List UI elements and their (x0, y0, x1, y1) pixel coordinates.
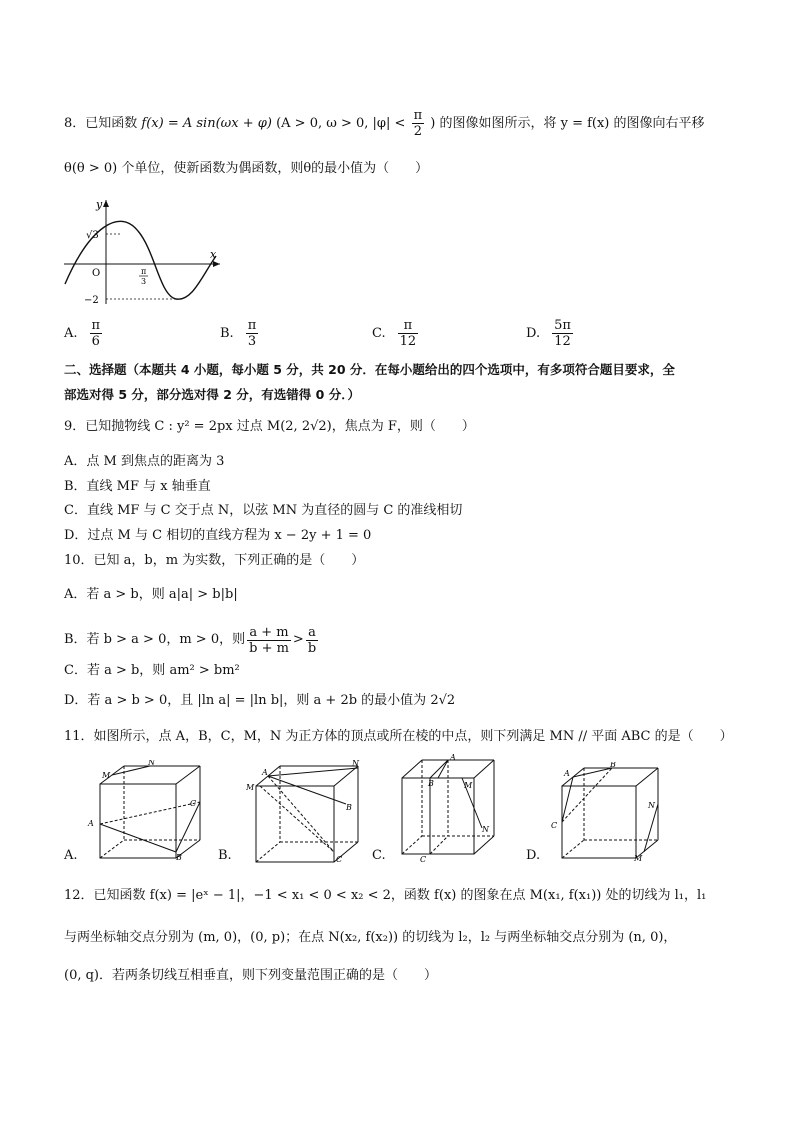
frac-den: b + m (249, 640, 289, 656)
frac-num: a (306, 625, 318, 641)
pt-label: N (148, 760, 155, 767)
frac-num: 5π (554, 318, 571, 333)
option-fraction (246, 318, 259, 349)
pt-label: M (464, 781, 473, 790)
option-letter: C. (372, 326, 386, 341)
frac-num: π (91, 318, 101, 333)
option-fraction (398, 318, 419, 349)
frac-den: b (307, 640, 317, 656)
section2-header-line2: 部选对得 5 分，部分选对得 2 分，有选错得 0 分．） (64, 387, 360, 402)
q9-option-a[interactable]: A．点 M 到焦点的距离为 3 (64, 454, 225, 469)
x-tick-den: 3 (141, 277, 147, 286)
q11-stem: 11．如图所示，点 A，B，C，M，N 为正方体的顶点或所在棱的中点，则下列满足 MN // 平面 ABC 的是（ ） (64, 729, 733, 744)
y-axis-label: y (96, 198, 103, 211)
pt-label: B (610, 762, 616, 769)
q10-b-fraction-2 (306, 625, 318, 656)
q10-b-fraction-1 (247, 625, 291, 656)
q12-stem-line2: 与两坐标轴交点分别为 (m, 0)，(0, p)；在点 N(x₂, f(x₂)) 的切线为 l₂，l₂ 与两坐标轴交点分别为 (n, 0)， (64, 930, 677, 945)
q8-sine-graph (60, 196, 230, 308)
pt-label: M (634, 854, 643, 862)
pt-label: N (352, 759, 359, 768)
pt-label: M (102, 771, 111, 780)
x-tick-num: π (141, 267, 147, 276)
q8-stem-line1 (64, 108, 705, 139)
option-letter: D. (526, 326, 541, 341)
q12-stem-line1: 12．已知函数 f(x) = |eˣ − 1|，−1 < x₁ < 0 < x₂ < 2，函数 f(x) 的图象在点 M(x₁, f(x₁)) 处的切线为 l₁，l₁ (64, 888, 707, 903)
frac-num: π (413, 108, 423, 123)
pt-label: C (551, 821, 558, 830)
q10-option-b[interactable] (64, 620, 320, 660)
frac-num: π (398, 318, 419, 334)
y-max-label: √3 (86, 230, 99, 241)
origin-label: O (92, 268, 101, 279)
pt-label: A (564, 769, 570, 778)
pt-label: B (176, 853, 182, 862)
q11-label-d: D. (526, 848, 541, 863)
q8-condition-fraction (412, 108, 425, 139)
pt-label: C (190, 799, 197, 808)
pt-label: B (428, 779, 434, 788)
frac-num: π (247, 318, 257, 333)
q8-option-c[interactable] (372, 318, 420, 349)
q8-stem-line2: θ(θ > 0) 个单位，使新函数为偶函数，则θ的最小值为（ ） (64, 161, 429, 176)
frac-den: 12 (399, 334, 417, 349)
q8-stem-suffix: ) 的图像如图所示，将 y = f(x) 的图像向右平移 (430, 116, 705, 131)
pt-label: A (262, 768, 268, 777)
frac-den: 2 (413, 124, 422, 139)
frac-num: a + m (247, 625, 291, 641)
q11-cube-b[interactable] (238, 758, 364, 868)
q12-stem-line3: (0, q)．若两条切线互相垂直，则下列变量范围正确的是（ ） (64, 968, 438, 983)
q10-b-prefix: B．若 b > a > 0，m > 0，则 (64, 632, 246, 647)
pt-label: B (346, 803, 352, 812)
y-min-label: −2 (84, 295, 99, 306)
pt-label: M (246, 783, 255, 792)
q9-stem: 9．已知抛物线 C : y² = 2px 过点 M(2, 2√2)，焦点为 F，则（ ） (64, 419, 475, 434)
pt-label: C (420, 855, 427, 862)
frac-den: 12 (554, 334, 571, 349)
q8-condition: (A > 0, ω > 0, |φ| < (276, 116, 406, 131)
q8-function: f(x) = A sin(ωx + φ) (141, 116, 272, 131)
q9-option-b[interactable]: B．直线 MF 与 x 轴垂直 (64, 479, 211, 494)
q10-option-a[interactable]: A．若 a > b，则 a|a| > b|b| (64, 587, 238, 602)
q11-label-b: B. (218, 848, 232, 863)
q9-option-c[interactable]: C．直线 MF 与 C 交于点 N，以弦 MN 为直径的圆与 C 的准线相切 (64, 503, 463, 518)
q8-option-a[interactable] (64, 318, 104, 349)
frac-den: 6 (91, 334, 100, 349)
x-axis-label: x (210, 248, 217, 261)
pt-label: C (336, 855, 343, 864)
option-fraction (552, 318, 573, 349)
q8-option-b[interactable] (220, 318, 260, 349)
q8-options (64, 318, 704, 358)
q10-option-c[interactable]: C．若 a > b，则 am² > bm² (64, 663, 240, 678)
section2-header-line1: 二、选择题（本题共 4 小题，每小题 5 分，共 20 分．在每小题给出的四个选项中，有多项符合题目要求，全 (64, 362, 675, 377)
q11-cube-c[interactable] (390, 752, 502, 862)
q10-stem: 10．已知 a，b，m 为实数，下列正确的是（ ） (64, 553, 365, 568)
q11-label-c: C. (372, 848, 386, 863)
pt-label: N (482, 825, 489, 834)
q8-option-d[interactable] (526, 318, 575, 349)
q11-cube-d[interactable] (548, 762, 666, 862)
option-letter: A. (64, 326, 78, 341)
option-fraction (90, 318, 103, 349)
q9-option-d[interactable]: D．过点 M 与 C 相切的直线方程为 x − 2y + 1 = 0 (64, 528, 372, 543)
q10-b-gt: > (292, 632, 304, 647)
q8-stem-prefix: 8．已知函数 (64, 116, 138, 131)
pt-label: A (450, 753, 456, 762)
q10-option-d[interactable]: D．若 a > b > 0，且 |ln a| = |ln b|，则 a + 2b 的最小值为 2√2 (64, 693, 456, 708)
pt-label: A (88, 819, 94, 828)
q11-label-a: A. (64, 848, 78, 863)
q11-cube-a[interactable] (86, 760, 206, 864)
option-letter: B. (220, 326, 234, 341)
frac-den: 3 (247, 334, 257, 349)
pt-label: N (648, 801, 655, 810)
